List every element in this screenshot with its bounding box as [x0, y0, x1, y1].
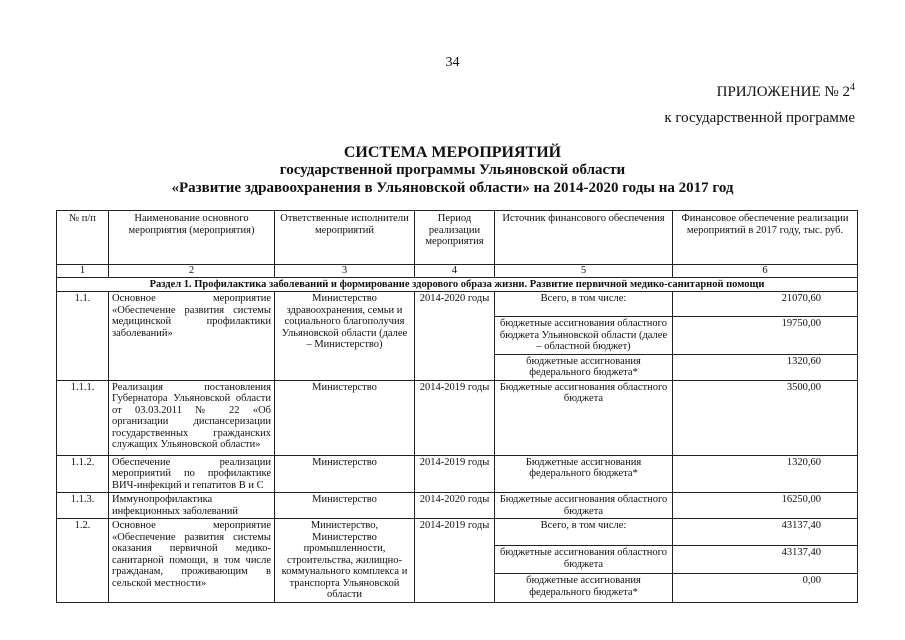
executor: Министерство, Министерство промышленности, строительства, жилищно-коммунального комплекса и транспорта Ульяновской области	[275, 519, 415, 603]
funding-source: Бюджетные ассигнования областного бюджета	[495, 493, 673, 519]
period: 2014-2019 годы	[415, 519, 495, 603]
column-number: 2	[109, 265, 275, 278]
funding-source: Бюджетные ассигнования областного бюджета	[495, 380, 673, 455]
annex-subtitle: к государственной программе	[664, 110, 855, 126]
period: 2014-2019 годы	[415, 380, 495, 455]
annex-text: ПРИЛОЖЕНИЕ № 2	[716, 84, 850, 100]
measure-name: Основное мероприятие «Обеспечение развития системы оказания первичной медико-санитарной помощи, в том числе гражданам, проживающим в сельской местности»	[109, 519, 275, 603]
measures-table	[56, 210, 858, 603]
section-row	[57, 277, 858, 292]
funding-source: бюджетные ассигнования областного бюджета	[495, 546, 673, 574]
column-number: 5	[495, 265, 673, 278]
executor: Министерство	[275, 380, 415, 455]
funding-source: Всего, в том числе:	[495, 519, 673, 546]
funding-amount: 21070,60	[673, 292, 858, 317]
executor: Министерство	[275, 455, 415, 493]
row-number: 1.1.	[57, 292, 109, 381]
funding-amount: 43137,40	[673, 519, 858, 546]
row-number: 1.2.	[57, 519, 109, 603]
funding-amount: 0,00	[673, 574, 858, 602]
page-number: 34	[445, 55, 460, 70]
table-row	[57, 455, 858, 493]
funding-source: бюджетные ассигнования федерального бюджета*	[495, 354, 673, 380]
header-cell: Наименование основного мероприятия (мероприятия)	[109, 211, 275, 265]
funding-amount: 1320,60	[673, 354, 858, 380]
measure-name: Обеспечение реализации мероприятий по профилактике ВИЧ-инфекций и гепатитов В и С	[109, 455, 275, 493]
column-number: 4	[415, 265, 495, 278]
funding-source: Всего, в том числе:	[495, 292, 673, 317]
document-subtitle-program: «Развитие здравоохранения в Ульяновской области» на 2014-2020 годы на 2017 год	[171, 180, 734, 196]
funding-source: Бюджетные ассигнования федерального бюджета*	[495, 455, 673, 493]
funding-amount: 1320,60	[673, 455, 858, 493]
header-cell: Ответственные исполнители мероприятий	[275, 211, 415, 265]
table-row	[57, 493, 858, 519]
table-row	[57, 519, 858, 546]
header-cell: Период реализации мероприятия	[415, 211, 495, 265]
period: 2014-2020 годы	[415, 292, 495, 381]
column-number-row	[57, 265, 858, 278]
measure-name: Реализация постановления Губернатора Ульяновской области от 03.03.2011 № 22 «Об организации диспансеризации государственных гражданских служащих Ульяновской области»	[109, 380, 275, 455]
section-title: Раздел 1. Профилактика заболеваний и формирование здорового образа жизни. Развитие первичной медико-санитарной помощи	[57, 277, 858, 292]
annex-superscript: 4	[850, 82, 855, 93]
table-row	[57, 292, 858, 317]
funding-amount: 43137,40	[673, 546, 858, 574]
funding-source: бюджетные ассигнования областного бюджета Ульяновской области (далее – областной бюджет)	[495, 317, 673, 355]
column-number: 6	[673, 265, 858, 278]
funding-source: бюджетные ассигнования федерального бюджета*	[495, 574, 673, 602]
measure-name: Основное мероприятие «Обеспечение развития системы медицинской профилактики заболеваний»	[109, 292, 275, 381]
header-cell: Финансовое обеспечение реализации мероприятий в 2017 году, тыс. руб.	[673, 211, 858, 265]
funding-amount: 3500,00	[673, 380, 858, 455]
period: 2014-2019 годы	[415, 455, 495, 493]
table-row	[57, 380, 858, 455]
column-number: 3	[275, 265, 415, 278]
row-number: 1.1.2.	[57, 455, 109, 493]
row-number: 1.1.1.	[57, 380, 109, 455]
annex-label	[717, 82, 855, 101]
document-subtitle: государственной программы Ульяновской области	[279, 162, 626, 178]
row-number: 1.1.3.	[57, 493, 109, 519]
measure-name: Иммунопрофилактика инфекционных заболеваний	[109, 493, 275, 519]
header-cell: № п/п	[57, 211, 109, 265]
executor: Министерство здравоохранения, семьи и социального благополучия Ульяновской области (далее – Министерство)	[275, 292, 415, 381]
document-title: СИСТЕМА МЕРОПРИЯТИЙ	[343, 144, 562, 161]
funding-amount: 16250,00	[673, 493, 858, 519]
table-header-row	[57, 211, 858, 265]
funding-amount: 19750,00	[673, 317, 858, 355]
column-number: 1	[57, 265, 109, 278]
period: 2014-2020 годы	[415, 493, 495, 519]
executor: Министерство	[275, 493, 415, 519]
header-cell: Источник финансового обеспечения	[495, 211, 673, 265]
